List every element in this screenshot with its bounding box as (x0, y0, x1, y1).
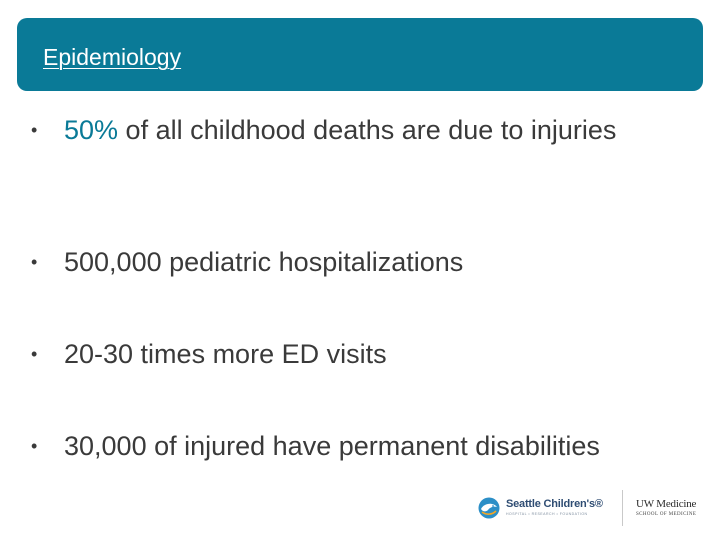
bullet-marker: • (31, 252, 38, 272)
bullet-text-rest: of all childhood deaths are due to injuries (118, 115, 617, 145)
uw-medicine-logo (636, 498, 716, 526)
uw-medicine-name: UW Medicine (636, 498, 697, 510)
bullet-text: 500,000 pediatric hospitalizations (64, 247, 464, 277)
whale-icon (478, 497, 500, 519)
bullet-marker: • (31, 344, 38, 364)
bullet-text (64, 112, 631, 149)
seattle-childrens-logo (478, 496, 618, 520)
seattle-childrens-name: Seattle Children's® (506, 498, 603, 510)
bullet-item (31, 112, 631, 149)
bullet-text: 30,000 of injured have permanent disabilities (64, 431, 600, 461)
bullet-item (31, 428, 631, 465)
slide-title: Epidemiology (43, 44, 182, 70)
title-bar (17, 18, 703, 91)
bullet-marker: • (31, 436, 38, 456)
seattle-childrens-subtitle: HOSPITAL • RESEARCH • FOUNDATION (506, 512, 588, 516)
bullet-text: 20-30 times more ED visits (64, 339, 387, 369)
bullet-item (31, 244, 631, 281)
bullet-highlight: 50% (64, 115, 119, 145)
bullet-marker: • (31, 120, 38, 140)
bullet-item (31, 336, 631, 373)
logo-divider (622, 490, 623, 526)
footer-logos (476, 488, 716, 528)
uw-medicine-subtitle: SCHOOL OF MEDICINE (636, 512, 697, 517)
